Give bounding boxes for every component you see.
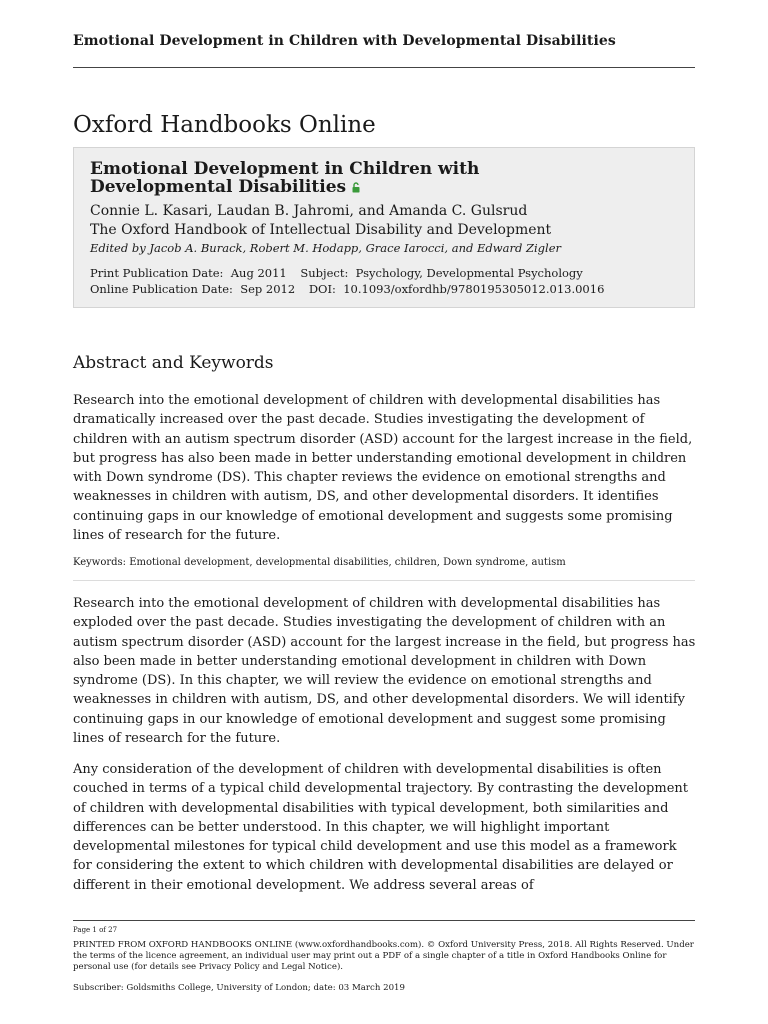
print-pub-label: Print Publication Date: [90, 266, 224, 280]
chapter-title [90, 160, 678, 197]
running-head: Emotional Development in Children with Developmental Disabilities [73, 33, 616, 49]
publication-info [90, 265, 678, 297]
keywords-line [73, 556, 698, 570]
online-pub-label: Online Publication Date: [90, 282, 233, 296]
doi-value[interactable]: 10.1093/oxfordhb/9780195305012.013.0016 [343, 282, 605, 296]
open-lock-icon [352, 179, 360, 197]
chapter-title-line-2: Developmental Disabilities [90, 177, 347, 197]
header-divider [73, 67, 695, 68]
body-paragraph-1: Research into the emotional development of children with developmental disabilities has exploded over the past decade. Studies investigating the development of children with an autism spectrum disorder (ASD) account for the largest increase in the field, but progress has also been made in better understanding emotional development in children with Down syndrome (DS). In this chapter, we will review the evidence on emotional strengths and weaknesses in children with autism, DS, and other developmental disorders. We will identify continuing gaps in our knowledge of emotional development and suggest some promising lines of research for the future. [73, 596, 696, 747]
authors: Connie L. Kasari, Laudan B. Jahromi, and Amanda C. Gulsrud [90, 203, 528, 219]
keywords-divider [73, 580, 695, 581]
keywords-list: Emotional development, developmental disabilities, children, Down syndrome, autism [129, 557, 566, 568]
abstract-heading: Abstract and Keywords [73, 353, 274, 373]
subscriber-info: Subscriber: Goldsmiths College, University of London; date: 03 March 2019 [73, 983, 405, 993]
doi-label: DOI: [308, 282, 336, 296]
keywords-label: Keywords: [73, 557, 127, 568]
footer-divider [73, 920, 695, 921]
chapter-metadata-box [73, 147, 695, 308]
body-paragraph-2: Any consideration of the development of children with developmental disabilities is often couched in terms of a typical child developmental trajectory. By contrasting the development of children with developmental disabilities with typical development, both similarities and differences can be better understood. In this chapter, we will highlight important developmental milestones for typical child development and use this model as a framework for considering the extent to which children with developmental disabilities are delayed or different in their emotional development. We address several areas of [73, 762, 688, 893]
subject-label: Subject: [300, 266, 349, 280]
page-number: Page 1 of 27 [73, 926, 118, 934]
editors: Edited by Jacob A. Burack, Robert M. Hodapp, Grace Iarocci, and Edward Zigler [90, 241, 561, 255]
abstract-text: Research into the emotional development of children with developmental disabilities has dramatically increased over the past decade. Studies investigating the development of children with an autism spectrum disorder (ASD) account for the largest increase in the field, but progress has also been made in better understanding emotional development in children with Down syndrome (DS). This chapter reviews the evidence on emotional strengths and weaknesses in children with autism, DS, and other developmental disorders. It identifies continuing gaps in our knowledge of emotional development and suggests some promising lines of research for the future. [73, 393, 693, 544]
online-pub-value: Sep 2012 [240, 282, 296, 296]
chapter-title-line-1: Emotional Development in Children with [90, 159, 480, 179]
book-title: The Oxford Handbook of Intellectual Disability and Development [90, 222, 552, 238]
subject-value: Psychology, Developmental Psychology [355, 266, 583, 280]
copyright-notice: PRINTED FROM OXFORD HANDBOOKS ONLINE (www.oxfordhandbooks.com). © Oxford University Press, 2018. All Rights Reserved. Under the terms of the licence agreement, an individual user may print out a PDF of a single chapter of a title in Oxford Handbooks Online for personal use (for details see Privacy Policy and Legal Notice). [73, 940, 694, 973]
print-pub-value: Aug 2011 [230, 266, 287, 280]
site-title: Oxford Handbooks Online [73, 112, 376, 138]
